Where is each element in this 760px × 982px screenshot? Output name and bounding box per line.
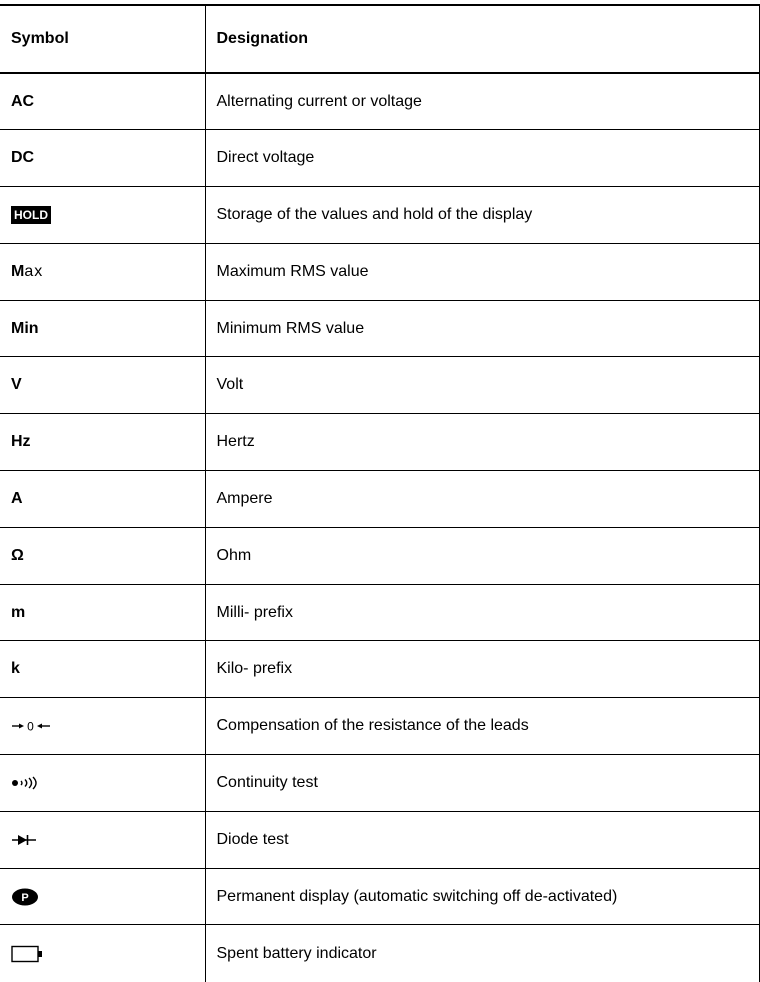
symbol-cell: Min [0, 300, 205, 357]
designation-cell: Milli- prefix [205, 584, 759, 641]
symbol-cell [0, 811, 205, 868]
designation-cell: Volt [205, 357, 759, 414]
table-row [0, 414, 759, 471]
table-row [0, 641, 759, 698]
table-row [0, 755, 759, 812]
table-header-row [0, 5, 759, 73]
symbol-max-initial: M [11, 262, 25, 280]
designation-cell: Maximum RMS value [205, 243, 759, 300]
symbol-cell: V [0, 357, 205, 414]
symbol-cell [0, 868, 205, 925]
symbol-cell: AC [0, 73, 205, 130]
table-row [0, 698, 759, 755]
table-row [0, 243, 759, 300]
symbol-max-rest: ax [24, 262, 44, 280]
table-row [0, 868, 759, 925]
column-header-symbol: Symbol [0, 5, 205, 73]
permanent-display-icon [11, 888, 39, 906]
table-row [0, 471, 759, 528]
table-row [0, 527, 759, 584]
symbols-table [0, 4, 760, 982]
table-row [0, 187, 759, 244]
symbol-cell [0, 755, 205, 812]
designation-cell: Storage of the values and hold of the display [205, 187, 759, 244]
continuity-icon [11, 776, 41, 790]
designation-cell: Alternating current or voltage [205, 73, 759, 130]
table-row [0, 73, 759, 130]
table-row [0, 300, 759, 357]
symbol-cell: A [0, 471, 205, 528]
designation-cell: Spent battery indicator [205, 925, 759, 982]
designation-cell: Compensation of the resistance of the leads [205, 698, 759, 755]
table-row [0, 584, 759, 641]
symbol-cell [0, 243, 205, 300]
designation-cell: Permanent display (automatic switching off de-activated) [205, 868, 759, 925]
battery-icon [11, 945, 45, 963]
symbol-cell [0, 925, 205, 982]
symbol-cell [0, 187, 205, 244]
lead-compensation-icon [11, 719, 51, 733]
permanent-display-letter: P [21, 891, 29, 904]
designation-cell: Ampere [205, 471, 759, 528]
diode-icon [11, 833, 37, 847]
designation-cell: Direct voltage [205, 130, 759, 187]
designation-cell: Minimum RMS value [205, 300, 759, 357]
designation-cell: Kilo- prefix [205, 641, 759, 698]
hold-badge-icon: HOLD [11, 206, 51, 224]
symbol-cell: Ω [0, 527, 205, 584]
svg-text:0: 0 [27, 719, 34, 734]
symbol-cell: Hz [0, 414, 205, 471]
symbol-cell: m [0, 584, 205, 641]
symbol-cell: k [0, 641, 205, 698]
designation-cell: Ohm [205, 527, 759, 584]
table-row [0, 357, 759, 414]
designation-cell: Hertz [205, 414, 759, 471]
table-row [0, 811, 759, 868]
column-header-designation: Designation [205, 5, 759, 73]
symbol-cell: DC [0, 130, 205, 187]
symbol-cell [0, 698, 205, 755]
table-row [0, 925, 759, 982]
table-row [0, 130, 759, 187]
designation-cell: Continuity test [205, 755, 759, 812]
designation-cell: Diode test [205, 811, 759, 868]
